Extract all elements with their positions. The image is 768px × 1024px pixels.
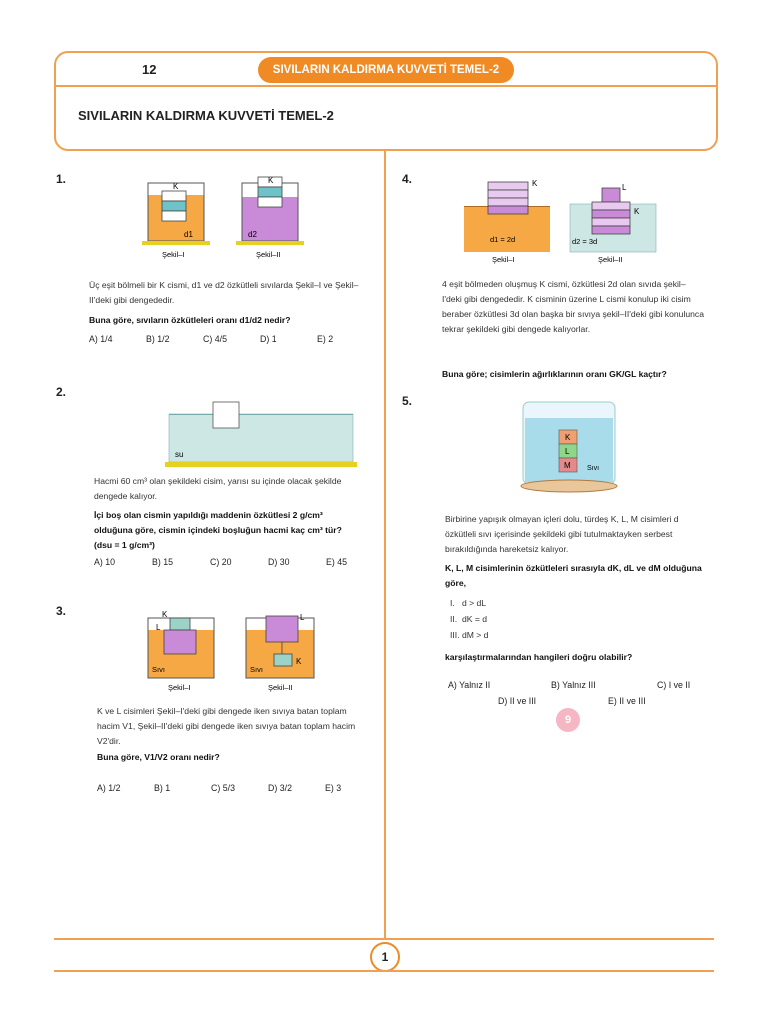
q2-option-c[interactable]: C) 20 xyxy=(210,557,232,567)
q5-item-3: III. dM > d xyxy=(450,630,489,640)
q5-number: 5. xyxy=(402,394,413,408)
q5-label-l: L xyxy=(565,447,570,456)
q1-label-k: K xyxy=(173,182,179,191)
q5-question: K, L, M cisimlerinin özkütleleri sırasıyla dK, dL ve dM olduğuna göre, xyxy=(445,563,702,588)
q3-figure xyxy=(140,610,325,695)
q3-number: 3. xyxy=(56,604,67,618)
q4-number: 4. xyxy=(402,172,413,186)
q1-option-a[interactable]: A) 1/4 xyxy=(89,334,113,344)
q3-option-a[interactable]: A) 1/2 xyxy=(97,783,121,793)
q1-label-d1: d1 xyxy=(184,230,193,239)
q4-question: Buna göre; cisimlerin ağırlıklarının oranı GK/GL kaçtır? xyxy=(442,369,667,379)
q1-question: Buna göre, sıvıların özkütleleri oranı d1/d2 nedir? xyxy=(89,315,291,325)
worksheet-code: 12 xyxy=(142,62,157,77)
q3-text: K ve L cisimleri Şekil–I'deki gibi dengede iken sıvıya batan toplam hacim V1, Şekil–II'deki gibi dengede iken sıvıya batan toplam hacim V2'dir. xyxy=(97,706,356,746)
q3-label-k: K xyxy=(162,610,168,619)
q2-label-su: su xyxy=(175,450,184,459)
q2-options xyxy=(94,557,360,567)
q3-question: Buna göre, V1/V2 oranı nedir? xyxy=(97,752,220,762)
q5-option-d[interactable]: D) II ve III xyxy=(498,696,537,706)
q3-label-sivi: Sıvı xyxy=(152,665,165,674)
q3-label-k2: K xyxy=(296,657,302,666)
q2-figure xyxy=(165,400,360,470)
page-number: 1 xyxy=(370,942,400,972)
q5-item-2: II. dK = d xyxy=(450,614,488,624)
q2-text: Hacmi 60 cm³ olan şekildeki cisim, yarısı su içinde olacak şekilde dengede kalıyor. xyxy=(94,476,342,501)
q5-option-e[interactable]: E) II ve III xyxy=(608,696,646,706)
q5-option-a[interactable]: A) Yalnız II xyxy=(448,680,491,690)
q3-label-sivi2: Sıvı xyxy=(250,665,263,674)
header-divider xyxy=(54,85,716,87)
q4-text: 4 eşit bölmeden oluşmuş K cismi, özkütlesi 2d olan sıvıda şekil–I'deki gibi dengededir. K cisminin üzerine L cismi konulup iki cisim beraber özkütlesi 3d olan başka bir sıvıya şekil–II'deki gibi konulunca tekrar şekildeki gibi dengede kalıyorlar. xyxy=(442,279,704,334)
q4-label-s1: Şekil–I xyxy=(492,255,515,264)
q2-option-a[interactable]: A) 10 xyxy=(94,557,116,567)
footer-line-bottom xyxy=(54,970,714,972)
q5-question-2: karşılaştırmalarından hangileri doğru olabilir? xyxy=(445,652,633,662)
q2-option-d[interactable]: D) 30 xyxy=(268,557,290,567)
q2-option-b[interactable]: B) 15 xyxy=(152,557,174,567)
q4-label-d2: d2 = 3d xyxy=(572,237,598,246)
q3-option-d[interactable]: D) 3/2 xyxy=(268,783,292,793)
q1-option-c[interactable]: C) 4/5 xyxy=(203,334,227,344)
q5-item-1: I. d > dL xyxy=(450,598,487,608)
q1-label-d2: d2 xyxy=(248,230,257,239)
q2-question: İçi boş olan cismin yapıldığı maddenin özkütlesi 2 g/cm³ olduğuna göre, cismin içindeki boşluğun hacmi kaç cm³ tür? (dsu = 1 g/cm³) xyxy=(94,510,342,550)
page-title: SIVILARIN KALDIRMA KUVVETİ TEMEL-2 xyxy=(78,108,334,123)
q1-option-b[interactable]: B) 1/2 xyxy=(146,334,170,344)
q5-option-c[interactable]: C) I ve II xyxy=(657,680,691,690)
q4-label-d1: d1 = 2d xyxy=(490,235,516,244)
q1-label-k2: K xyxy=(268,176,274,185)
q1-option-e[interactable]: E) 2 xyxy=(317,334,334,344)
q3-option-e[interactable]: E) 3 xyxy=(325,783,342,793)
q5-figure xyxy=(515,396,625,496)
q1-options xyxy=(89,334,359,344)
q1-option-d[interactable]: D) 1 xyxy=(260,334,277,344)
q2-number: 2. xyxy=(56,385,67,399)
q1-label-s2: Şekil–II xyxy=(256,250,281,259)
q4-label-s2: Şekil–II xyxy=(598,255,623,264)
q1-figure xyxy=(140,175,315,265)
q4-figure xyxy=(462,178,662,268)
q5-badge: 9 xyxy=(556,708,580,732)
q5-label-k: K xyxy=(565,433,571,442)
q5-text: Birbirine yapışık olmayan içleri dolu, türdeş K, L, M cisimleri d özkütleli sıvı içerisinde şekildeki gibi tutulmaktayken serbest bırakıldığında hareketsiz kalıyor. xyxy=(445,514,679,554)
q3-option-b[interactable]: B) 1 xyxy=(154,783,171,793)
q5-options-row-1 xyxy=(448,680,710,690)
q3-label-l: L xyxy=(156,623,161,632)
title-pill: SIVILARIN KALDIRMA KUVVETİ TEMEL-2 xyxy=(258,57,514,83)
q3-option-c[interactable]: C) 5/3 xyxy=(211,783,235,793)
q4-label-k2: K xyxy=(634,207,640,216)
q5-options-row-2 xyxy=(498,696,708,706)
q1-number: 1. xyxy=(56,172,67,186)
q5-option-b[interactable]: B) Yalnız III xyxy=(551,680,596,690)
q5-label-m: M xyxy=(564,461,571,470)
q1-text: Üç eşit bölmeli bir K cismi, d1 ve d2 özkütleli sıvılarda Şekil–I ve Şekil–II'deki gibi dengededir. xyxy=(89,280,359,305)
footer-line-top xyxy=(54,938,714,940)
q4-label-l: L xyxy=(622,183,627,192)
q5-label-sivi: Sıvı xyxy=(587,465,600,472)
q3-label-l2: L xyxy=(300,613,305,622)
column-divider xyxy=(384,150,386,938)
q2-option-e[interactable]: E) 45 xyxy=(326,557,348,567)
q3-options xyxy=(97,783,363,793)
q4-label-k: K xyxy=(532,179,538,188)
q1-label-s1: Şekil–I xyxy=(162,250,185,259)
q3-label-s1: Şekil–I xyxy=(168,683,191,692)
q3-label-s2: Şekil–II xyxy=(268,683,293,692)
